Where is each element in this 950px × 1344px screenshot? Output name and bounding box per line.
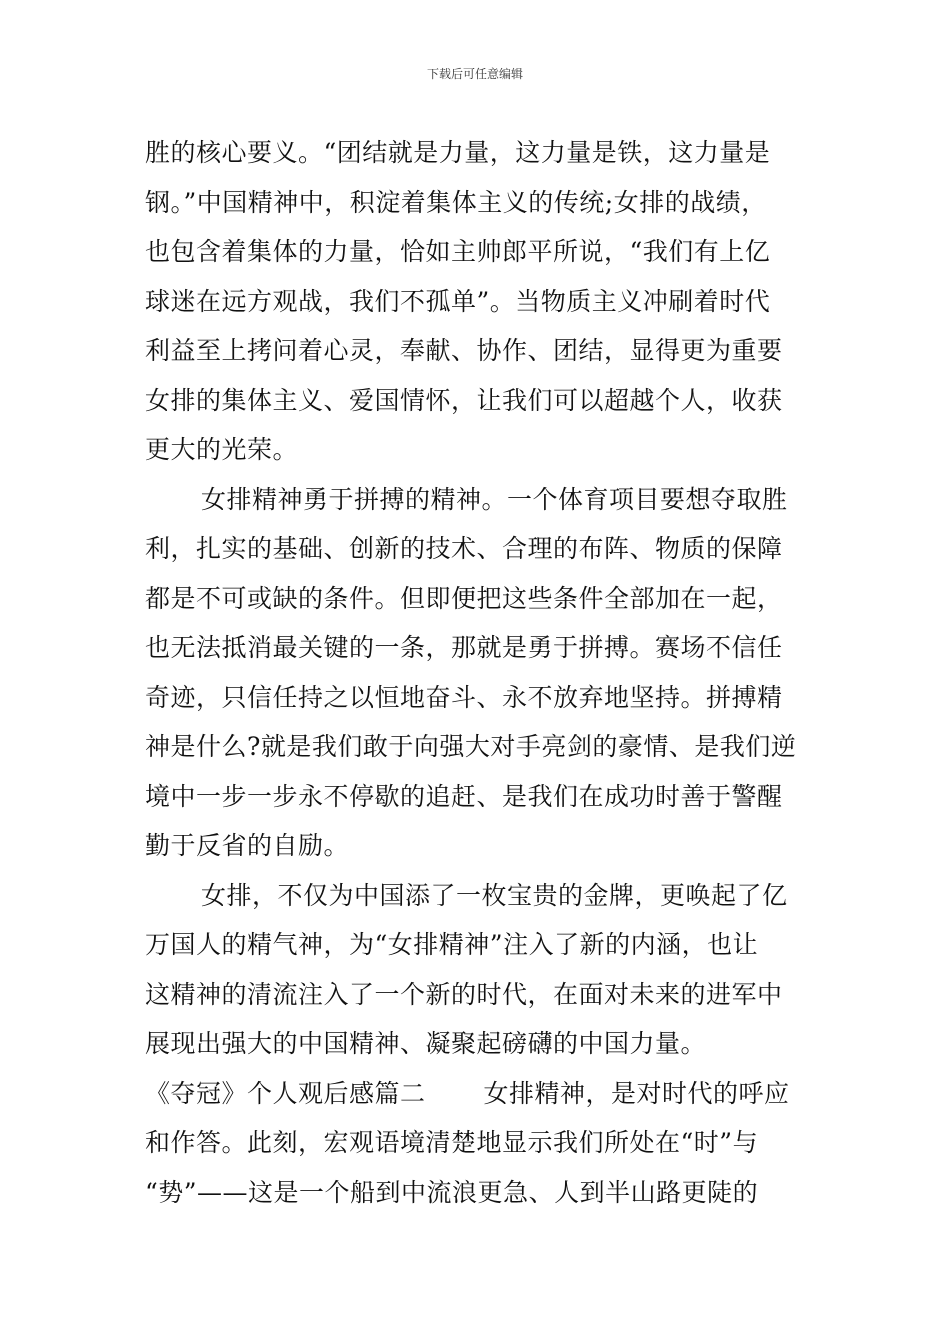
text-line: 钢。”中国精神中，积淀着集体主义的传统;女排的战绩，: [145, 187, 767, 217]
text-line: 这精神的清流注入了一个新的时代，在面对未来的进军中: [145, 979, 783, 1009]
text-line: 也无法抵消最关键的一条，那就是勇于拼搏。赛场不信任: [145, 633, 783, 662]
paragraph-start-line: 女排，不仅为中国添了一枚宝贵的金牌，更唤起了亿: [201, 880, 788, 910]
text-line: 更大的光荣。: [145, 435, 299, 464]
paragraph-start-line: 女排精神勇于拼搏的精神。一个体育项目要想夺取胜: [201, 484, 788, 514]
text-line: 境中一步一步永不停歇的追赶、是我们在成功时善于警醒: [145, 781, 783, 811]
text-line: 展现出强大的中国精神、凝聚起磅礴的中国力量。: [145, 1029, 707, 1058]
text-line: 勤于反省的自励。: [145, 831, 350, 860]
text-line: 利益至上拷问着心灵，奉献、协作、团结，显得更为重要: [145, 336, 783, 365]
text-line: 利，扎实的基础、创新的技术、合理的布阵、物质的保障: [145, 534, 783, 563]
text-line: 也包含着集体的力量，恰如主帅郎平所说，“我们有上亿: [145, 237, 771, 266]
text-line: 都是不可或缺的条件。但即便把这些条件全部加在一起，: [145, 583, 783, 613]
text-line: 胜的核心要义。“团结就是力量，这力量是铁，这力量是: [145, 138, 771, 167]
section-title: 《夺冠》个人观后感篇二: [145, 1078, 426, 1108]
section-heading-line: [145, 1069, 815, 1119]
text-line: 万国人的精气神，为“女排精神”注入了新的内涵，也让: [145, 930, 759, 959]
text-line: “势”——这是一个船到中流浪更急、人到半山路更陡的: [145, 1177, 759, 1207]
text-line: 和作答。此刻，宏观语境清楚地显示我们所处在“时”与: [145, 1128, 759, 1157]
text-line: 神是什么?就是我们敢于向强大对手亮剑的豪情、是我们逆: [145, 732, 797, 761]
text-line: 奇迹，只信任持之以恒地奋斗、永不放弃地坚持。拼搏精: [145, 682, 783, 712]
text-line: 女排的集体主义、爱国情怀，让我们可以超越个人，收获: [145, 385, 783, 415]
page-header: 下载后可任意编辑: [426, 67, 523, 81]
document-body: [145, 128, 815, 1217]
text-line: 球迷在远方观战，我们不孤单”。当物质主义冲刷着时代: [145, 286, 771, 316]
section-first-line: 女排精神，是对时代的呼应: [483, 1078, 790, 1108]
